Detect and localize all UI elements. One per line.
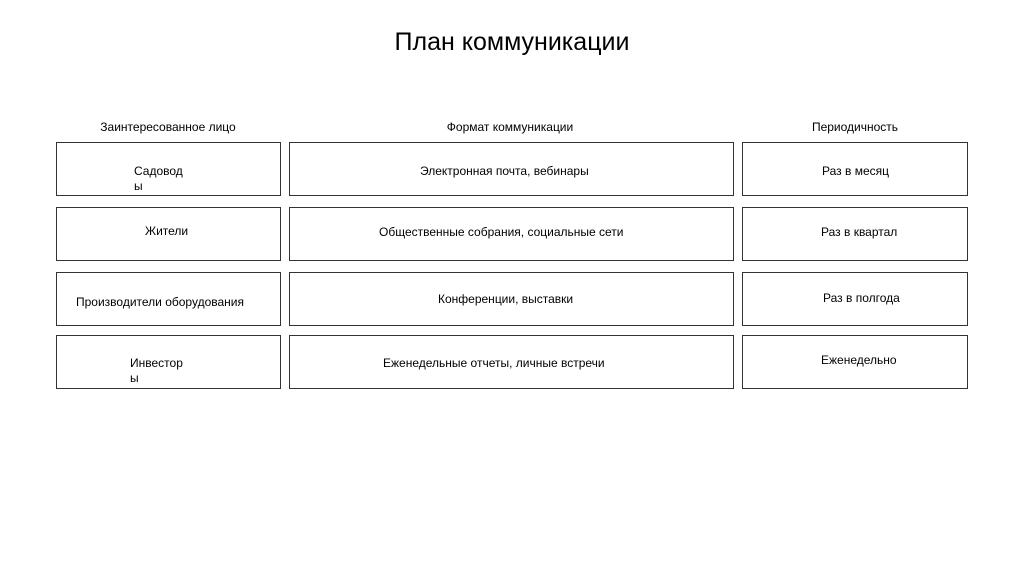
format-label: Электронная почта, вебинары [420,164,589,178]
header-format: Формат коммуникации [446,120,574,134]
page-title: План коммуникации [394,28,630,56]
stakeholder-label: Жители [145,224,189,238]
stakeholder-label-wrap: ы [134,179,143,193]
stakeholder-label-wrap: ы [130,371,139,385]
frequency-label: Раз в квартал [821,225,898,239]
header-stakeholder: Заинтересованное лицо [100,120,236,134]
format-label: Общественные собрания, социальные сети [379,225,624,239]
format-label: Еженедельные отчеты, личные встречи [383,356,605,370]
frequency-label: Раз в месяц [822,164,889,178]
frequency-label: Раз в полгода [823,291,900,305]
stakeholder-label: Производители оборудования [76,295,244,309]
frequency-label: Еженедельно [821,353,897,367]
stakeholder-label: Садовод [134,164,183,178]
header-frequency: Периодичность [811,120,899,134]
stakeholder-label: Инвестор [130,356,183,370]
format-label: Конференции, выставки [438,292,574,306]
